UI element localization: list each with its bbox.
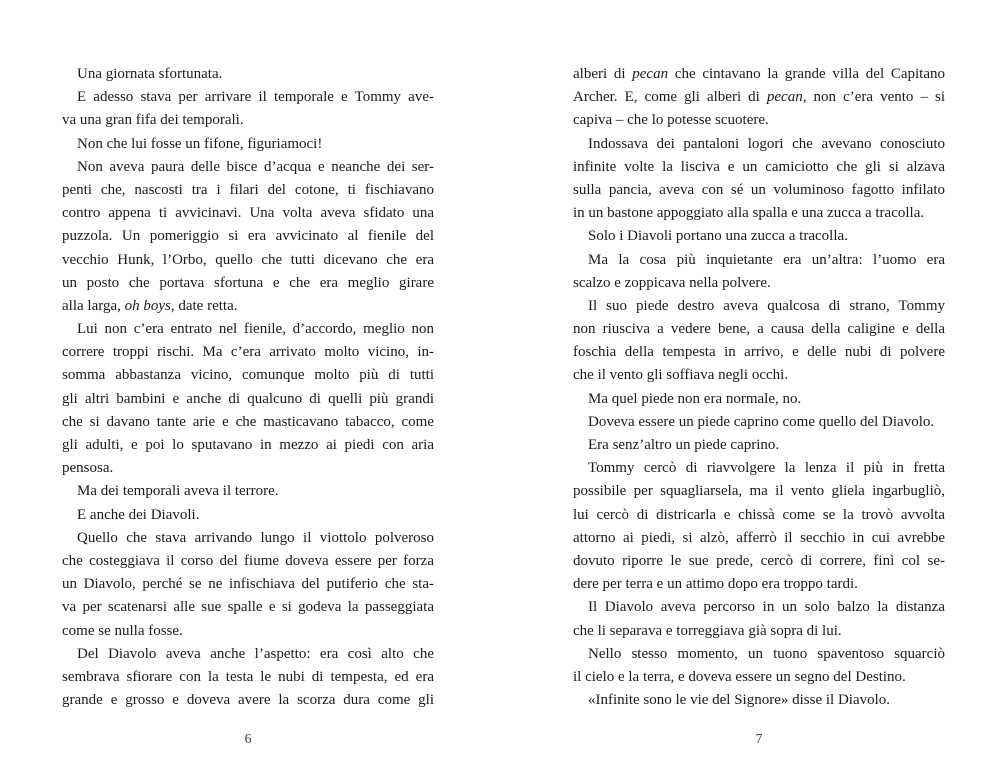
text-segment: Solo i Diavoli portano una zucca a tracolla. xyxy=(588,228,848,245)
text-segment: un posto che portava sfortuna e che era meglio girare xyxy=(62,274,434,291)
text-segment: , date retta. xyxy=(170,297,238,314)
text-line xyxy=(62,225,434,248)
text-segment: correre troppi rischi. Ma c’era arrivato molto vicino, in- xyxy=(62,344,434,361)
text-segment: va per scatenarsi alle sue spalle e si godeva la passeggiata xyxy=(62,599,434,616)
text-segment: somma abbastanza vicino, comunque molto più di tutti xyxy=(62,367,434,384)
text-line xyxy=(62,156,434,179)
text-segment: Era senz’altro un piede caprino. xyxy=(588,437,780,453)
text-line xyxy=(62,457,434,480)
text-line xyxy=(62,643,434,666)
text-segment: gli adulti, e poi lo sputavano in mezzo ai piedi con aria xyxy=(62,437,434,453)
text-line xyxy=(573,388,945,411)
text-line xyxy=(62,527,434,550)
text-line xyxy=(62,318,434,341)
text-line xyxy=(62,388,434,411)
text-line xyxy=(573,202,945,225)
text-segment: Indossava dei pantaloni logori che avevano conosciuto xyxy=(588,135,945,152)
italic-text-segment: pecan xyxy=(766,89,803,106)
text-segment: , non c’era vento – si xyxy=(802,89,945,106)
text-segment: Doveva essere un piede caprino come quello del Diavolo. xyxy=(588,413,935,430)
text-line xyxy=(62,86,434,109)
text-line xyxy=(573,411,945,434)
text-line xyxy=(573,295,945,318)
text-line xyxy=(62,272,434,295)
text-line xyxy=(573,156,945,179)
text-segment: vecchio Hunk, l’Orbo, quello che tutti dicevano che era xyxy=(62,251,434,268)
page-left-page-number: 6 xyxy=(244,731,252,746)
text-line xyxy=(573,109,945,132)
text-line xyxy=(573,527,945,550)
text-segment: che il vento gli soffiava negli occhi. xyxy=(573,367,789,384)
text-segment: Non aveva paura delle bisce d’acqua e neanche dei ser- xyxy=(77,158,434,175)
text-segment: come se nulla fosse. xyxy=(62,622,183,639)
text-segment: grande e grosso e doveva avere la scorza dura come gli xyxy=(62,692,434,709)
italic-text-segment: pecan xyxy=(632,66,669,82)
text-line xyxy=(62,596,434,619)
text-line xyxy=(573,341,945,364)
text-segment: Ma quel piede non era normale, no. xyxy=(588,390,802,407)
text-segment: Quello che stava arrivando lungo il viottolo polveroso xyxy=(77,529,434,546)
page-right-page-number: 7 xyxy=(755,731,763,746)
text-segment: sulla pancia, aveva con sé un voluminoso fagotto infilato xyxy=(573,181,945,198)
italic-text-segment: oh boys xyxy=(124,297,171,314)
text-line xyxy=(62,550,434,573)
text-line xyxy=(62,689,434,712)
text-segment: che si davano tante arie e che masticavano tabacco, come xyxy=(62,413,434,430)
text-segment: Non che lui fosse un fifone, figuriamoci! xyxy=(77,135,323,152)
text-line xyxy=(573,550,945,573)
text-segment: Del Diavolo aveva anche l’aspetto: era così alto che xyxy=(77,645,434,662)
text-segment: pensosa. xyxy=(62,460,114,477)
text-line xyxy=(573,573,945,596)
text-line xyxy=(62,573,434,596)
text-segment: Lui non c’era entrato nel fienile, d’accordo, meglio non xyxy=(77,321,434,338)
page-left-text-column xyxy=(62,63,434,712)
text-segment: che cintavano la grande villa del Capitano xyxy=(668,66,945,82)
text-segment: Archer. E, come gli alberi di xyxy=(573,89,767,106)
text-segment: in un bastone appoggiato alla spalla e una zucca a tracolla. xyxy=(573,205,925,222)
text-line xyxy=(62,504,434,527)
text-line xyxy=(62,341,434,364)
text-segment: sembrava sfiorare con la testa le nubi di tempesta, ed era xyxy=(62,668,434,685)
text-segment: foschia della tempesta in arrivo, e delle nubi di polvere xyxy=(573,344,945,361)
text-segment: puzzola. Un pomeriggio si era avvicinato al fienile del xyxy=(62,228,434,245)
text-segment: non riusciva a vedere bene, a causa della caligine e della xyxy=(573,321,945,338)
text-line xyxy=(62,63,434,86)
text-segment: alberi di xyxy=(573,66,633,82)
text-line xyxy=(62,620,434,643)
text-line xyxy=(573,504,945,527)
text-segment: attorno ai piedi, si alzò, afferrò il secchio in cui avrebbe xyxy=(573,529,945,546)
text-line xyxy=(62,411,434,434)
page-right-text-column xyxy=(573,63,945,712)
text-segment: dere per terra e un attimo dopo era troppo tardi. xyxy=(573,576,858,593)
text-segment: Il suo piede destro aveva qualcosa di strano, Tommy xyxy=(588,297,945,314)
text-line xyxy=(62,109,434,132)
text-line xyxy=(573,643,945,666)
text-line xyxy=(62,249,434,272)
text-segment: «Infinite sono le vie del Signore» disse il Diavolo. xyxy=(588,692,891,709)
text-line xyxy=(573,86,945,109)
text-line xyxy=(573,133,945,156)
text-line xyxy=(62,364,434,387)
text-line xyxy=(62,666,434,689)
text-segment: lui cercò di districarla e chissà come se la trovò avvolta xyxy=(573,506,945,523)
text-segment: che li separava e torreggiava già sopra di lui. xyxy=(573,622,842,639)
text-line xyxy=(573,318,945,341)
text-line xyxy=(573,272,945,295)
text-segment: dovuto riporre le sue prede, cercò di correre, finì col se- xyxy=(573,552,945,569)
text-line xyxy=(62,133,434,156)
text-line xyxy=(62,295,434,318)
text-segment: alla larga, xyxy=(62,297,125,314)
text-segment: E adesso stava per arrivare il temporale e Tommy ave- xyxy=(77,89,434,106)
text-segment: capiva – che lo potesse scuotere. xyxy=(573,112,769,129)
text-line xyxy=(62,480,434,503)
text-line xyxy=(573,63,945,86)
text-segment: che costeggiava il corso del fiume doveva essere per forza xyxy=(62,552,434,569)
text-segment: Ma dei temporali aveva il terrore. xyxy=(77,483,279,500)
text-segment: E anche dei Diavoli. xyxy=(77,506,200,523)
text-line xyxy=(573,225,945,248)
text-segment: infinite volte la lisciva e un camiciotto che gli si alzava xyxy=(573,158,945,175)
text-line xyxy=(573,434,945,457)
text-segment: scalzo e zoppicava nella polvere. xyxy=(573,274,771,291)
text-line xyxy=(573,689,945,712)
text-line xyxy=(62,202,434,225)
text-line xyxy=(62,179,434,202)
text-segment: va una gran fifa dei temporali. xyxy=(62,112,244,129)
text-segment: un Diavolo, perché se ne infischiava del putiferio che sta- xyxy=(62,576,434,593)
text-line xyxy=(573,249,945,272)
text-line xyxy=(573,364,945,387)
text-line xyxy=(573,480,945,503)
text-line xyxy=(62,434,434,457)
text-segment: Nello stesso momento, un tuono spaventoso squarciò xyxy=(588,645,945,662)
text-segment: Ma la cosa più inquietante era un’altra: l’uomo era xyxy=(588,251,945,268)
text-line xyxy=(573,596,945,619)
text-segment: Il Diavolo aveva percorso in un solo balzo la distanza xyxy=(588,599,945,616)
text-segment: gli altri bambini e anche di qualcuno di quelli più grandi xyxy=(62,390,434,407)
text-segment: Una giornata sfortunata. xyxy=(77,66,223,82)
page-right xyxy=(500,0,1000,782)
text-segment: Tommy cercò di riavvolgere la lenza il più in fretta xyxy=(588,460,945,477)
text-line xyxy=(573,620,945,643)
text-segment: possibile per squagliarsela, ma il vento gliela ingarbugliò, xyxy=(573,483,945,500)
text-line xyxy=(573,179,945,202)
text-segment: il cielo e la terra, e doveva essere un segno del Destino. xyxy=(573,668,906,685)
text-line xyxy=(573,457,945,480)
text-segment: contro appena ti avvicinavi. Una volta aveva sfidato una xyxy=(62,205,434,222)
text-segment: penti che, nascosti tra i filari del cotone, ti fischiavano xyxy=(62,181,434,198)
text-line xyxy=(573,666,945,689)
